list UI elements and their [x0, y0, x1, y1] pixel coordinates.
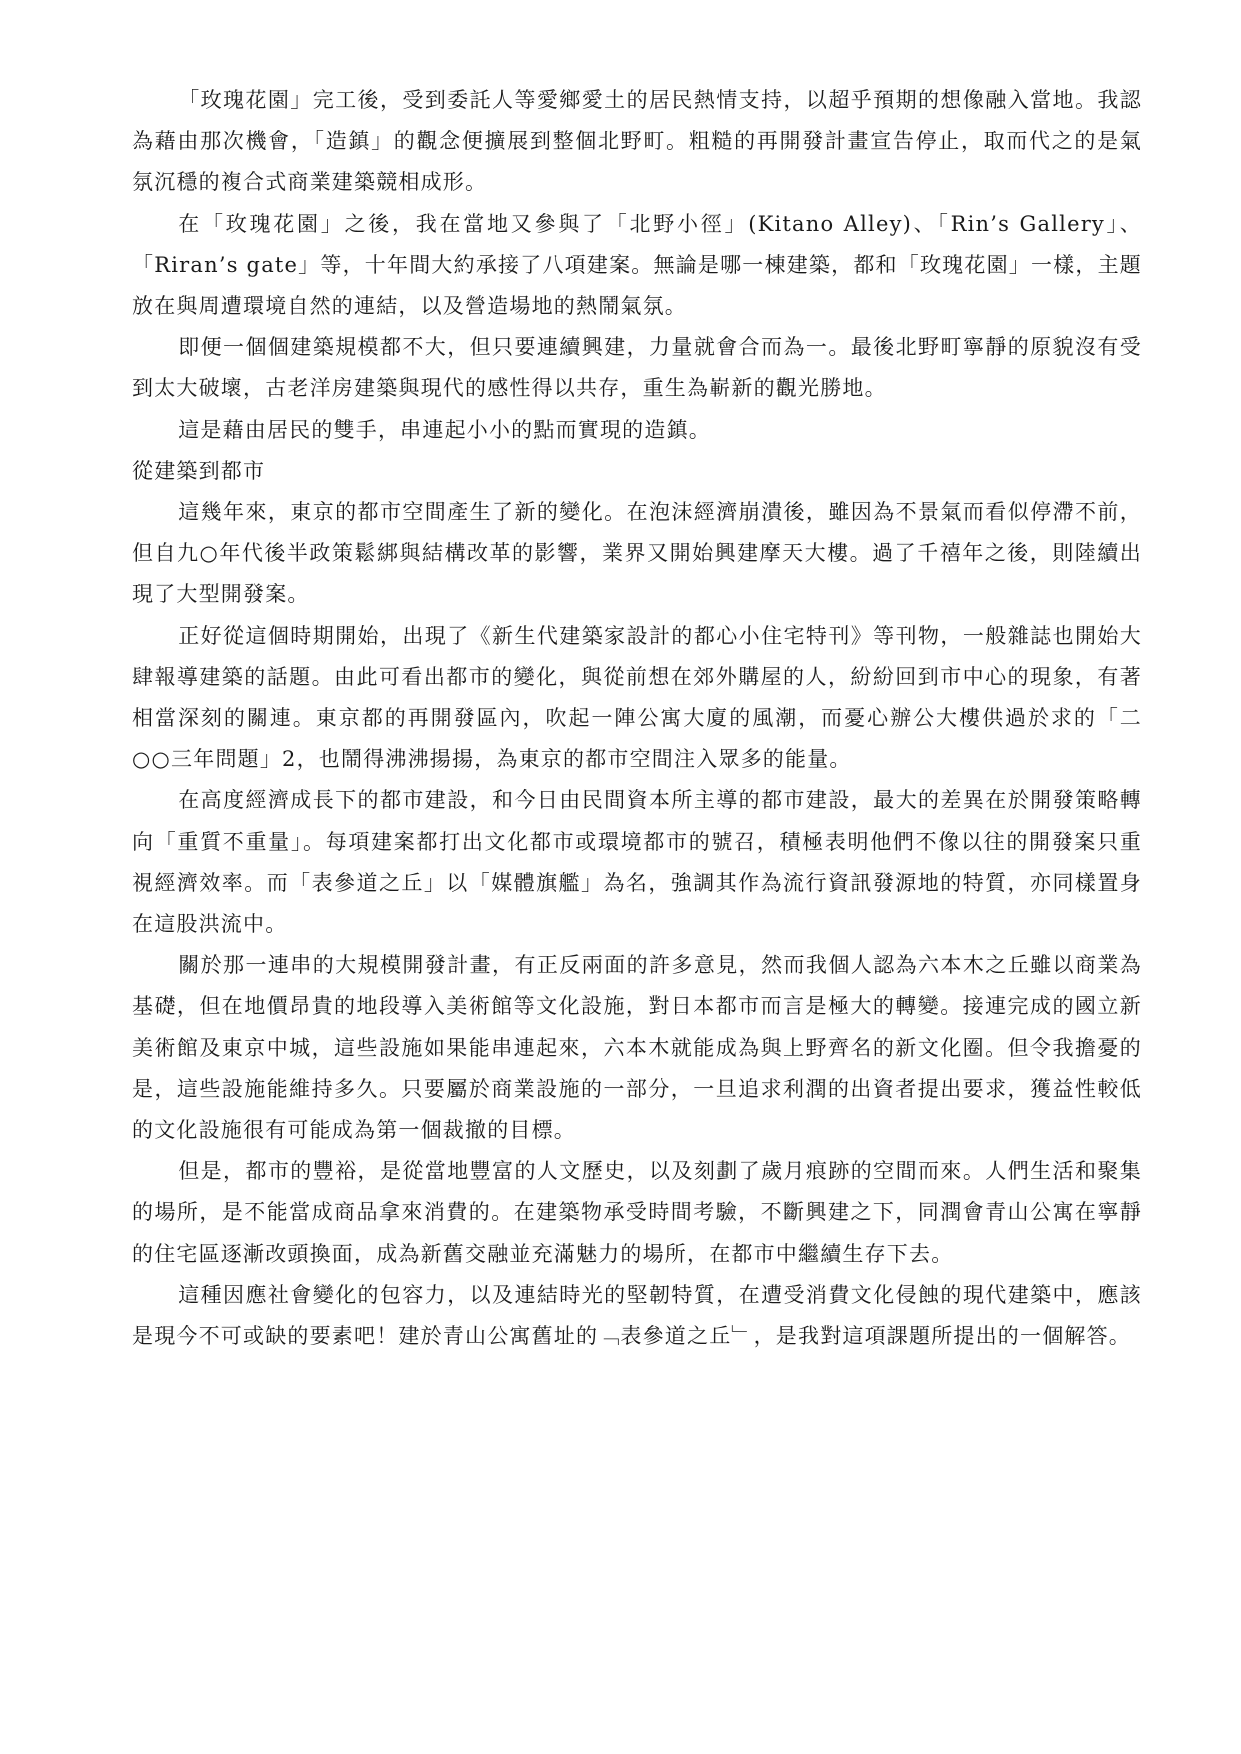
- paragraph-kitano-projects: 在「玫瑰花園」之後，我在當地又參與了「北野小徑」(Kitano Alley)、「Rin’s Gallery」、「Riran’s gate」等，十年間大約承接了八項建案。無論是哪一棟建築，都和「玫瑰花園」一樣，主題放在與周遭環境自然的連結，以及營造場地的熱鬧氣氛。: [132, 211, 1142, 319]
- paragraph-magazines-and-redevelopment: 正好從這個時期開始，出現了《新生代建築家設計的都心小住宅特刊》等刊物，一般雜誌也開始大肆報導建築的話題。由此可看出都市的變化，與從前想在郊外購屋的人，紛紛回到市中心的現象，有著相當深刻的關連。東京都的再開發區內，吹起一陣公寓大廈的風潮，而憂心辦公大樓供過於求的「二○○三年問題」2，也鬧得沸沸揚揚，為東京的都市空間注入眾多的能量。: [132, 623, 1142, 772]
- paragraph-conclusion: 這種因應社會變化的包容力，以及連結時光的堅韌特質，在遭受消費文化侵蝕的現代建築中，應該是現今不可或缺的要素吧！建於青山公寓舊址的﹁表參道之丘﹂，是我對這項課題所提出的一個解答。: [132, 1282, 1142, 1349]
- paragraph-scale-and-continuity: 即便一個個建築規模都不大，但只要連續興建，力量就會合而為一。最後北野町寧靜的原貌沒有受到太大破壞，古老洋房建築與現代的感性得以共存，重生為嶄新的觀光勝地。: [132, 335, 1142, 401]
- paragraph-town-making-summary: 這是藉由居民的雙手，串連起小小的點而實現的造鎮。: [178, 417, 711, 442]
- document-page: [132, 80, 1142, 1357]
- paragraph-rose-garden-completion: 「玫瑰花園」完工後，受到委託人等愛鄉愛土的居民熱情支持，以超乎預期的想像融入當地。我認為藉由那次機會，「造鎮」的觀念便擴展到整個北野町。粗糙的再開發計畫宣告停止，取而代之的是氣氛沉穩的複合式商業建築競相成形。: [132, 88, 1142, 195]
- paragraph-roppongi-culture: 關於那一連串的大規模開發計畫，有正反兩面的許多意見，然而我個人認為六本木之丘雖以商業為基礎，但在地價昂貴的地段導入美術館等文化設施，對日本都市而言是極大的轉變。接連完成的國立新美術館及東京中城，這些設施如果能串連起來，六本木就能成為與上野齊名的新文化圈。但令我擔憂的是，這些設施能維持多久。只要屬於商業設施的一部分，一旦追求利潤的出資者提出要求，獲益性較低的文化設施很有可能成為第一個裁撤的目標。: [132, 953, 1142, 1143]
- section-heading: 從建築到都市: [132, 458, 266, 483]
- paragraph-urban-richness: 但是，都市的豐裕，是從當地豐富的人文歷史，以及刻劃了歲月痕跡的空間而來。人們生活和聚集的場所，是不能當成商品拿來消費的。在建築物承受時間考驗，不斷興建之下，同潤會青山公寓在寧靜的住宅區逐漸改頭換面，成為新舊交融並充滿魅力的場所，在都市中繼續生存下去。: [132, 1159, 1142, 1266]
- paragraph-quality-over-quantity: 在高度經濟成長下的都市建設，和今日由民間資本所主導的都市建設，最大的差異在於開發策略轉向「重質不重量」。每項建案都打出文化都市或環境都市的號召，積極表明他們不像以往的開發案只重視經濟效率。而「表參道之丘」以「媒體旗艦」為名，強調其作為流行資訊發源地的特質，亦同樣置身在這股洪流中。: [132, 788, 1142, 937]
- paragraph-tokyo-urban-change: 這幾年來，東京的都市空間產生了新的變化。在泡沫經濟崩潰後，雖因為不景氣而看似停滯不前，但自九○年代後半政策鬆綁與結構改革的影響，業界又開始興建摩天大樓。過了千禧年之後，則陸續出現了大型開發案。: [132, 500, 1142, 607]
